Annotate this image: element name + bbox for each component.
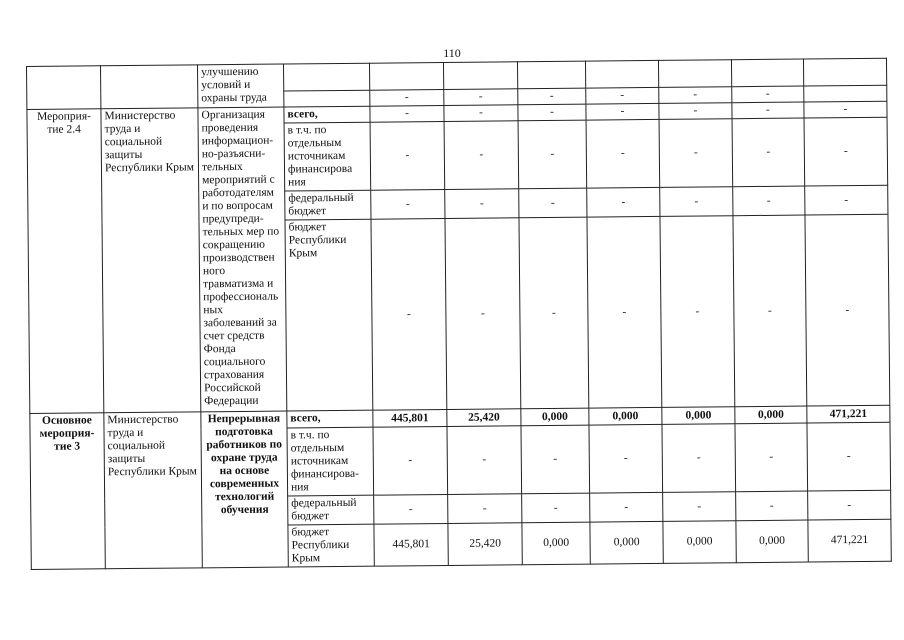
cell-value: - <box>518 104 586 121</box>
cell-value: - <box>444 121 519 190</box>
cell-value: - <box>445 189 519 219</box>
cell-value: 0,000 <box>735 406 807 424</box>
cell-value: - <box>805 214 890 406</box>
cell-empty <box>27 66 101 110</box>
source-label: бюджет Республики Крым <box>285 219 373 411</box>
activity-name: Основное мероприя-тие 3 <box>30 413 105 570</box>
executor-name: Министерство труда и социальной защиты Республики Крым <box>101 108 201 413</box>
activity-name: Мероприя-тие 2.4 <box>27 109 104 414</box>
page-number: 110 <box>443 46 461 60</box>
cell-value: 0,000 <box>589 407 662 425</box>
cell-value: - <box>590 492 663 522</box>
cell-value: - <box>807 422 891 491</box>
cell-empty <box>443 62 517 90</box>
cell-value: - <box>522 493 590 523</box>
activity-description: Непрерывная подготовка работников по охране труда на основе современных технологий обучения <box>201 411 288 568</box>
cell-value: - <box>371 218 447 410</box>
cell-value: - <box>805 185 888 215</box>
cell-empty <box>283 63 369 91</box>
cell-value: - <box>586 119 660 188</box>
cell-value: - <box>586 103 659 120</box>
cell-value: - <box>370 89 444 106</box>
cell-value: 0,000 <box>663 521 736 564</box>
cell-value: - <box>804 101 887 118</box>
cell-value: 0,000 <box>662 407 735 425</box>
cell-value: - <box>587 216 662 408</box>
source-label: в т.ч. по отдельным источникам финансирова-ния <box>287 427 374 496</box>
cell-value: - <box>659 103 732 120</box>
cell-value: - <box>444 89 518 106</box>
cell-value: - <box>521 425 590 494</box>
program-table-sheet <box>26 58 891 570</box>
cell-value: - <box>374 494 448 524</box>
cell-empty <box>803 58 886 86</box>
cell-value: - <box>736 491 808 521</box>
cell-value: 25,420 <box>447 409 521 427</box>
cell-value: 445,801 <box>373 409 447 427</box>
cell-value: 0,000 <box>590 521 663 564</box>
cell-value: - <box>371 189 445 219</box>
cell-value: - <box>660 216 735 408</box>
cell-value: - <box>445 218 521 410</box>
cell-value: - <box>732 102 804 119</box>
cell-value: - <box>370 121 445 190</box>
cell-empty <box>585 60 658 88</box>
cell-value: - <box>662 424 736 493</box>
cell-value: - <box>804 117 888 186</box>
cell-value: - <box>659 87 732 104</box>
source-label: бюджет Республики Крым <box>288 524 374 567</box>
cell-value: - <box>447 426 522 495</box>
cell-value: - <box>518 88 586 105</box>
source-label: всего, <box>284 106 370 123</box>
cell-value: - <box>519 217 589 409</box>
cell-value: - <box>448 494 522 524</box>
cell-value: - <box>733 186 805 216</box>
cell-empty <box>284 90 370 107</box>
cell-empty <box>517 61 585 89</box>
cell-value: - <box>660 187 733 217</box>
cell-value: - <box>519 188 587 218</box>
source-label: всего, <box>287 410 373 428</box>
cell-value: 25,420 <box>448 523 522 566</box>
cell-value: 445,801 <box>374 523 448 566</box>
cell-description-continued: улучшению условий и охраны труда <box>197 64 283 108</box>
executor-name: Министерство труда и социальной защиты Республики Крым <box>104 412 202 569</box>
cell-value: - <box>587 187 660 217</box>
cell-value: - <box>659 119 733 188</box>
cell-empty <box>369 62 443 90</box>
cell-value: - <box>373 426 448 495</box>
cell-value: 471,221 <box>808 519 891 562</box>
cell-value: - <box>586 87 659 104</box>
cell-value: - <box>444 105 518 122</box>
cell-value: 0,000 <box>522 522 590 565</box>
cell-value: - <box>370 105 444 122</box>
financing-table <box>26 58 892 570</box>
cell-empty <box>658 60 731 88</box>
cell-value: 0,000 <box>521 408 589 426</box>
cell-value: - <box>732 86 804 103</box>
cell-empty <box>101 65 198 109</box>
cell-value: - <box>663 492 736 522</box>
source-label: в т.ч. по отдельным источникам финансирова ния <box>284 122 371 191</box>
cell-empty <box>731 59 803 87</box>
cell-value: - <box>589 424 663 493</box>
activity-description: Организация проведения информацион-но-разъясни-тельных мероприятий с работодателям и по вопросам предупреди-тельных мер по сокращению производствен ного травматизма и профессиональ ных заболеваний за счет средств Фонда социального страхования Российской Федерации <box>198 107 287 412</box>
cell-value: - <box>518 120 587 189</box>
cell-value: 471,221 <box>807 405 890 423</box>
source-label: федеральный бюджет <box>288 495 374 525</box>
cell-value: 0,000 <box>736 520 808 563</box>
cell-value: - <box>732 118 805 187</box>
cell-empty <box>804 85 887 102</box>
source-label: федеральный бюджет <box>285 190 371 220</box>
cell-value: - <box>733 215 807 407</box>
cell-value: - <box>735 423 808 492</box>
cell-value: - <box>808 490 891 520</box>
